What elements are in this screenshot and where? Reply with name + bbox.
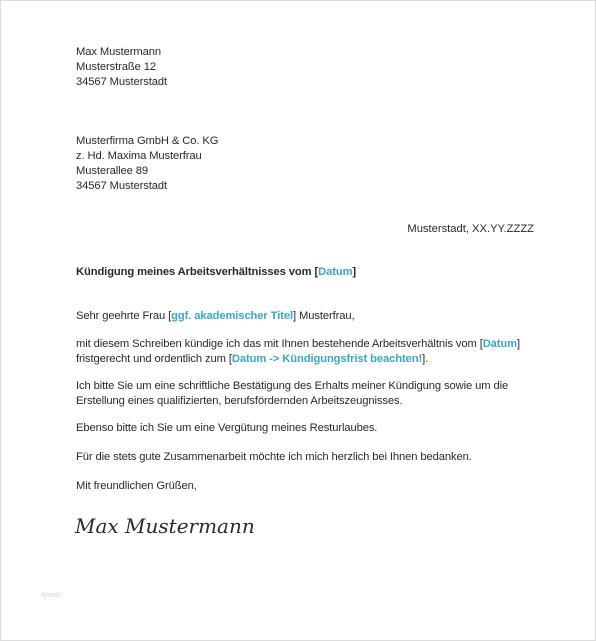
paragraph-2 xyxy=(76,379,508,409)
paragraph1-end: . xyxy=(425,353,429,365)
sender-street: Musterstraße 12 xyxy=(76,61,156,73)
sender-name: Max Mustermann xyxy=(76,46,162,58)
watermark: itywab xyxy=(41,592,61,599)
paragraph-3: Ebenso bitte ich Sie um eine Vergütung meines Resturlaubes. xyxy=(76,422,378,434)
paragraph-1: mit diesem Schreiben kündige ich das mit Ihnen bestehende Arbeitsverhältnis vom [Datum] fristgerecht und ordentlich zum [Datum -> Kündigungsfrist beachten!]. xyxy=(76,338,521,365)
closing: Mit freundlichen Grüßen, xyxy=(76,480,197,492)
salutation-after: Musterfrau, xyxy=(296,310,355,322)
paragraph2-line1: Ich bitte Sie um eine schriftliche Bestätigung des Erhalts meiner Kündigung sowie um die xyxy=(76,380,509,392)
salutation: Sehr geehrte Frau [ggf. akademischer Titel] Musterfrau, xyxy=(76,310,355,322)
salutation-before: Sehr geehrte Frau xyxy=(76,310,169,322)
paragraph1-line2: fristgerecht und ordentlich zum xyxy=(76,353,229,365)
title-placeholder: ggf. akademischer Titel xyxy=(171,310,293,322)
paragraph2-line2: Erstellung eines qualifizierten, berufsfördernden Arbeitszeugnisses. xyxy=(76,395,403,407)
sender-address xyxy=(76,45,167,90)
recipient-attn: z. Hd. Maxima Musterfrau xyxy=(76,150,202,162)
paragraph1-line1: mit diesem Schreiben kündige ich das mit Ihnen bestehende Arbeitsverhältnis vom xyxy=(76,338,480,350)
paragraph1-date-placeholder: Datum xyxy=(482,338,518,350)
recipient-street: Musterallee 89 xyxy=(76,165,148,177)
signature-text: Max Mustermann xyxy=(75,514,255,538)
signature xyxy=(73,505,255,545)
subject-text: Kündigung meines Arbeitsverhältnisses vom xyxy=(76,266,315,278)
sender-city: 34567 Musterstadt xyxy=(76,76,167,88)
recipient-city: 34567 Musterstadt xyxy=(76,180,167,192)
paragraph-4: Für die stets gute Zusammenarbeit möchte ich mich herzlich bei Ihnen bedanken. xyxy=(76,451,472,463)
subject-date-placeholder: Datum xyxy=(318,266,353,278)
subject-line: Kündigung meines Arbeitsverhältnisses vom [Datum] xyxy=(76,266,357,278)
recipient-address xyxy=(76,134,218,194)
paragraph1-deadline-placeholder: Datum -> Kündigungsfrist beachten! xyxy=(231,353,423,365)
recipient-company: Musterfirma GmbH & Co. KG xyxy=(76,135,219,147)
place-date: Musterstadt, XX.YY.ZZZZ xyxy=(407,223,534,235)
